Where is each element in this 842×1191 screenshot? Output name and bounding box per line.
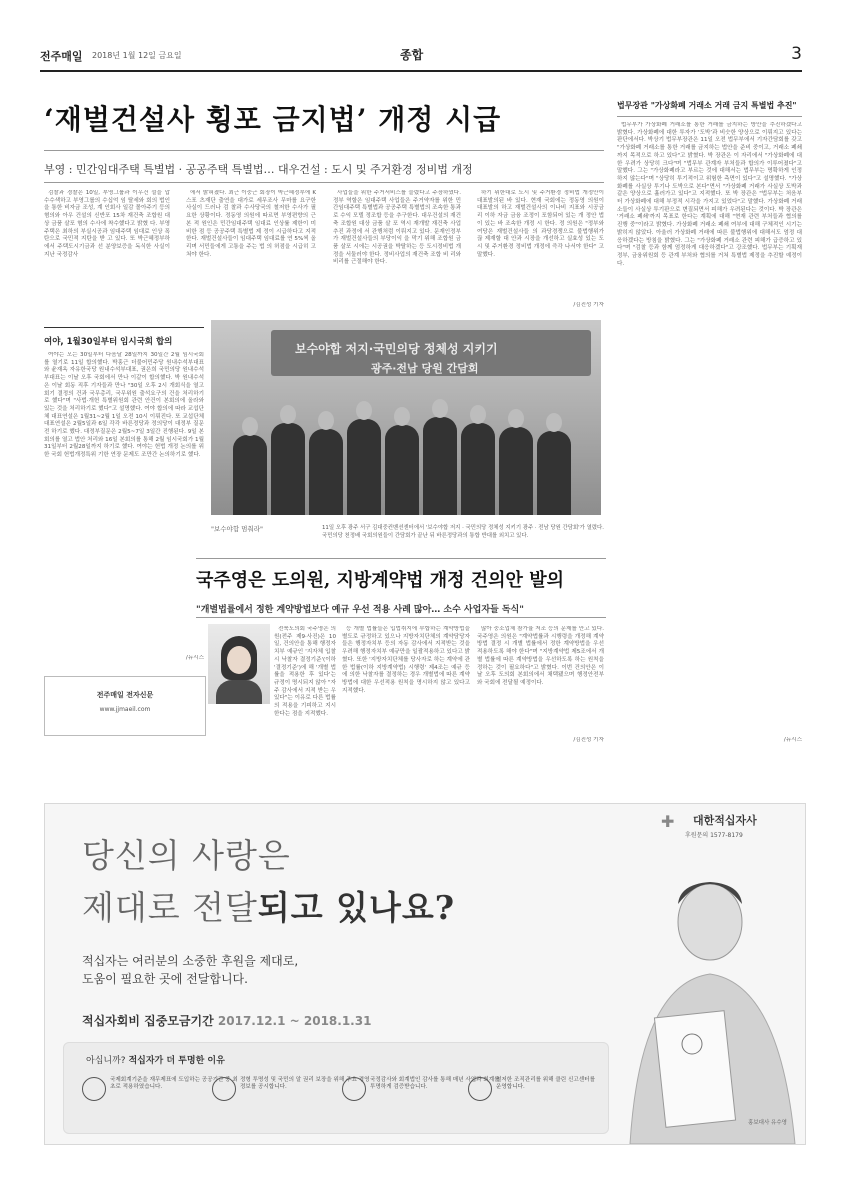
e-newspaper-name: 전주매일 전자신문 (96, 691, 154, 699)
photo-caption: 11일 오후 광주 서구 김대중컨벤션센터에서 '보수야합 저지 · 국민의당 정체성 지키기 광주 · 전남 당원 간담회'가 열렸다. 국민의당 천정배 국회의원들이 간담회가 끝난 뒤 바른정당과의 통합 반대를 외치고 있다. (322, 525, 604, 539)
photo-person (347, 419, 381, 515)
brief-byline: /뉴시스 (185, 655, 204, 661)
main-headline: ‘재벌건설사 횡포 금지법’ 개정 시급 (44, 103, 502, 136)
info-icon (212, 1077, 236, 1101)
e-newspaper-url[interactable]: www.jjmaeil.com (99, 706, 151, 713)
main-article-column-3: 사업들을 위한 주거서비스를 늘렸다고 주장하였다. 정부 역할은 임대주택 사업들은 주거약자를 위한 민간임대주택 특별법과 공공주택 특별법의 조속한 통과로 수익 모델 정조합 등을 추구한다. 대우건설의 재건축 조합원 대상 금품 살 포 역시 재개발 재건축 사업 추진 과정에 서 관행처럼 이뤄지고 있다. 문재인정부가 재벌건설사들의 부당이익 을 막기 위해 조합원 금품 살포 시에는 시공권을 박탈하는 등 도시정비법 개정을 서둘러야 한다. 정비사업의 재건축 조합 비 리와 비리를 근절해야 한다. (333, 190, 461, 266)
main-article-column-4: 하기 위한대로 도시 및 주거환경 정비법 개정안이 대표발의된 바 있다. 현재 국회에는 정동영 의원이 대표발의 하고 재벌건설사의 이나비 지표와 시공금 리 이하 자금 금융 조정이 포함되어 있는 개 정안 법이 있는 바 조속한 개정 시 한다. 정 의원은 "정부와 여당은 재벌건설사들 의 과당경쟁으로 불법행위가 끊 제재할 대 안과 시장을 개선하고 실효성 있는 도시 및 주거환경 정비법 개정에 즉각 나서야 한다" 고 말했다. (477, 190, 604, 258)
side-article-title: 법무장관 "가상화폐 거래소 거래 금지 특별법 추진" (617, 100, 797, 110)
megaphone-icon (468, 1077, 492, 1101)
ad-item: 철저한 조직관리를 위해 클린 신고센터를 운영합니다. (496, 1077, 595, 1091)
headline-rule (44, 150, 604, 151)
brief-body: 여야는 오는 30일부터 다음달 28일까지 30일간 2월 임시국회를 열기로 11일 합의했다. 박홍근 더불어민주당 원내수석부대표와 윤재옥 자유한국당 원내수석부대표, 권은희 국민의당 원내수석부대표는 이날 오후 국회에서 만나 이같이 합의했다. 박 원내수석은 이날 회동 직후 기자들과 만나 "30일 오후 2시 개회식을 열고 회기 결정의 건과 국무총리, 국무위원 출석요구의 건을 처리하기로 했다"며 "사법·개헌 특별위원회 관련 안건이 본회의에 올라와 있는 것을 처리하기로 했다"고 설명했다. 여야 합의에 따라 교섭단체 대표연설은 1월31~2월 1일 오전 10시 이뤄진다. 또 교섭단체 대표연설은 2월5일과 6일 각각 바른정당과 정의당이 대정부 질문 전 하기로 했다. 대정부질문은 2월5~7일 3일간 진행된다. 9일 본회의를 열고 법안 처리와 16일 본회의를 통해 2월 임시국회가 1월31일부터 2월28일까지 하기로 했다. 여야는 헌법 개정 논의를 위한 국회 헌법개정특위 기한 연장 문제도 조만간 논의하기로 했다. (44, 352, 204, 459)
section-name: 종합 (400, 48, 424, 62)
ad-subtext: 적십자는 여러분의 소중한 후원을 제대로, 도움이 필요한 곳에 전달합니다. (82, 954, 299, 986)
photo-caption-title: "보수야합 멈춰라" (211, 525, 263, 533)
page-number: 3 (791, 44, 802, 64)
story2-subhead: "개별법률에서 정한 계약방법보다 예규 우선 적용 사례 많아… 소수 사업자들 독식" (196, 605, 524, 615)
ad-headline-line-1: 당신의 사랑은 (82, 836, 291, 875)
newspaper-name: 전주매일 (40, 50, 83, 63)
photo-person (499, 427, 533, 515)
reporter-portrait (208, 624, 270, 704)
ad-credit: 홍보대사 유수영 (748, 1120, 787, 1126)
side-byline: /뉴시스 (783, 737, 802, 743)
red-cross-icon: ✚ (661, 812, 675, 831)
side-article-body: 법무부가 가상화폐 거래소를 통한 거래를 금지하는 방안을 추진하겠다고 밝혔다. 가상화폐에 대한 투자가 ‘도박’과 비슷한 양상으로 이뤄지고 있다는 판단에서다. 박상기 법무부장관은 11일 오전 법무부에서 기자간담회를 갖고 "가상화폐 거래소를 통한 거래를 금지하는 법안을 준비 중이고, 거래소 폐쇄까지 목적으로 하고 있다"고 밝혔다. 박 장관은 이 자리에서 "가상화폐에 대한 우려가 상당히 크다"며 "법무부 관계자 부처들과 합의가 이루어졌다"고 말했다. 그는 "가상화폐라고 부르는 것에 대해서는 법무부는 명확하게 인정 하지 않는다"며 "상당히 투기적이고 위험한 측면이 있다"고 설명했다. "가상화폐를 사실상 투기나 도박으로 본다"면서 "가상화폐 거래가 사실상 도박과 같은 양상으로 흘러가고 있다"고 지적했다. 또 박 장관은 "법무부는 처음부터 가상화폐에 대해 부정적 시각을 가지고 있었다"고 말했다. 가상화폐 거래소들이 사실상 투기판으로 변질되면서 피해가 우려된다는 것이다. 박 장관은 '거래소 폐쇄'까지 목표로 한다는 계획에 대해 "현재 관련 부처들과 협의를 진행 중"이라고 밝혔다. 가상화폐 거래소 폐쇄 여부에 대해 구체적인 시기는 밝히지 않았다. 아울러 가상화폐 거래에 따른 불법행위에 대해서도 엄정 대응하겠다는 방침을 밝혔다. 그는 "가상화폐 거래소 관련 피해가 급증하고 있다"며 "검찰 등과 함께 엄정하게 대응하겠다"고 강조했다. 법무부는 기획재정부, 금융위원회 등 관계 부처와 협의를 거쳐 특별법 제정을 추진할 예정이다. (617, 122, 802, 267)
story2-column-2: 등 개별 법률들은 입법취지에 부합하는 계약방법을 별도로 규정하고 있으나 지방자치단체의 계약담당자들은 행정자치부 등의 자동 감사에서 지적받는 것을 우려해 행정자치부 예규만을 일괄적용하고 있다고 밝혔다. 또한 '지방자치단체를 당사자로 하는 계약에 관한 법률(이하 지방계약법) 시행령' 제4조는 예규 등에 의한 낙찰자를 결정하는 경우 개별법에 따른 계약방법에 대한 우선적용 원칙을 명시하지 않고 있다고 지적했다. (342, 626, 470, 694)
ad-campaign-period: 적십자회비 집중모금기간 2017.12.1 ~ 2018.1.31 (82, 1014, 372, 1028)
ad-headline-line-2: 제대로 전달되고 있나요? (82, 888, 456, 927)
story2-subhead-rule (196, 617, 606, 618)
ad-item: 국제회계기준을 재무제표에 도입하는 공공기관 중 최초로 적용하였습니다. (110, 1077, 238, 1091)
story2-headline: 국주영은 도의원, 지방계약법 개정 건의안 발의 (196, 570, 564, 591)
story2-column-1: 전북도의회 국주영은 의원(전주 제9·사진)은 10일, 건의안을 통해 행정자치부 예규인 '지자체 입찰 시 낙찰자 결정기준'(이하 '결정기준')에 해 '개별 법률을 적용한 후 있다'는 규정이 명시되지 않아 "자주 감사에서 지적 받는 우 있다"는 이유로 다른 법률의 적용을 기피하고 지시한다는 점을 지적했다. (274, 626, 336, 717)
photo-person (309, 429, 343, 515)
photo-person (271, 423, 305, 515)
photo-person (385, 425, 419, 515)
photo-person (423, 417, 457, 515)
ad-item: 국정감사와 회계법인 감사를 통해 매년 사업과 회계를 투명하게 검증받습니다. (370, 1077, 500, 1091)
main-article-column-2: 에서 밝혀졌다. 최근 이중근 회장이 박근혜정부에 K스포 츠재단 출연을 대가로 세무조사 무마를 요구한 사실이 드러나 검 찰과 수사당국의 철저한 수사가 필요한 상황이다. 정동영 의원에 따르면 부영편향의 근본 적 원인은 민간임대주택 임대료 인상률 제한이 미비한 점 등 공공주택 특별법 제 정이 시급하다고 지적한다. 재벌건설사들이 임대주택 임대료를 연 5%씩 올리며 서민들에게 고통을 주는 법 의 허점을 시급히 고쳐야 한다. (186, 190, 316, 258)
story2-byline: /김진성 기자 (573, 737, 604, 743)
story2-rule (196, 558, 606, 559)
photo-banner-line-2: 광주·전남 당원 간담회 (371, 362, 479, 375)
ad-question: 아십니까? 적십자가 더 투명한 이유 (86, 1056, 225, 1066)
ad-transparency-box (63, 1042, 609, 1134)
document-icon (82, 1077, 106, 1101)
ambassador-figure (600, 864, 800, 1144)
red-cross-advertisement (44, 803, 806, 1145)
photo-person (461, 423, 495, 515)
masthead (40, 44, 802, 72)
main-article-column-1: 검찰과 경찰은 10일, 부영그룹과 이우건 설을 압수수색하고 부영그룹의 수십억 임 탈세와 회의 법인을 통한 비자금 조성, 계 인회사 일감 몰아주기 등의 혐의와 아우 건설의 신반포 15차 재건축 조합원 대상 금품 살포 혐의 수사에 착수했다고 밝혔 다. 부영주택은 최하의 부실시공과 임대주택 임대료 인상 폭탄으로 국민적 지탄을 받 고 있다. 또 박근혜정부하에서 주택도시기금과 선 분양보증을 독식한 사실이 지난 국정감사 (44, 190, 170, 258)
e-newspaper-promo[interactable] (44, 676, 206, 736)
audit-icon (342, 1077, 366, 1101)
side-title-rule (617, 116, 802, 117)
photo-person (233, 435, 267, 515)
photo-banner-line-1: 보수야합 저지·국민의당 정체성 지키기 (295, 342, 498, 356)
brief-title: 여야, 1월30일부터 임시국회 합의 (44, 337, 173, 347)
main-subhead: 부영 : 민간임대주택 특별법 · 공공주택 특별법… 대우건설 : 도시 및 주거환경 정비법 개정 (44, 163, 473, 176)
red-cross-logo: 대한적십자사 (693, 814, 757, 827)
brief-rule (44, 327, 204, 328)
ad-item: 정형 투명성 및 국민의 알 권리 보장을 위해 주요 경영정보를 공시합니다. (240, 1077, 370, 1091)
issue-date: 2018년 1월 12일 금요일 (92, 51, 182, 60)
ad-phone: 후원문의 1577-8179 (685, 832, 743, 839)
story2-column-3: 많아 중소업체 참가율 저조 등의 문제를 안고 있다. 국주영은 의원은 "계약법률과 시행령을 개정해 계약방법 결정 시 개별 법률에서 정한 계약방법을 우선 적용하도록 해야 한다"며 "지방계약법 제5조에서 개별 법률에 따른 계약방법을 우선하도록 하는 원칙을 정하는 것이 필요하다"고 밝혔다. 이번 건의안은 이날 오후 도의회 본회의에서 채택됐으며 행정안전부와 국회에 전달될 예정이다. (477, 626, 604, 686)
news-photo (211, 320, 601, 515)
main-byline: /김진성 기자 (573, 302, 604, 308)
photo-person (537, 431, 571, 515)
subhead-rule (44, 182, 604, 183)
